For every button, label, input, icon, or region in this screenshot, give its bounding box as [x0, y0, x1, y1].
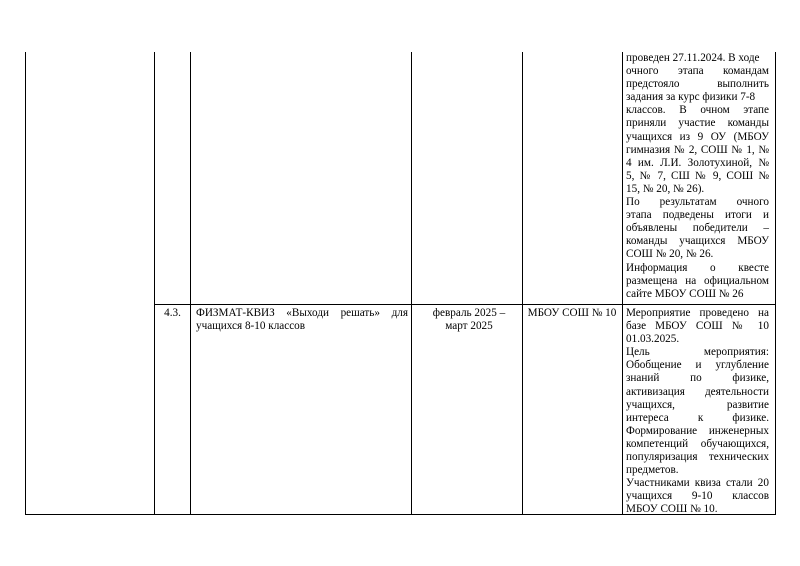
text-line: 4 им. Л.И. Золотухиной, № [626, 156, 769, 169]
text-line: учащихся, развитие [626, 398, 769, 411]
text-line: команды учащихся МБОУ [626, 235, 769, 248]
text-line: объявлены победители – [626, 222, 769, 235]
text-line: Цель мероприятия: [626, 346, 769, 359]
text-line: МБОУ СОШ № 10. [626, 503, 718, 516]
text-line: базе МБОУ СОШ № 10 [626, 320, 769, 333]
table-cell-result [626, 307, 769, 517]
text-line: 01.03.2025. [626, 333, 680, 346]
text-line: учащихся 9-10 классов [626, 490, 769, 503]
text-line: учащихся из 9 ОУ (МБОУ [626, 130, 769, 143]
table-border-right [775, 52, 776, 514]
text-line: 5, № 7, СШ № 9, СОШ № [626, 169, 769, 182]
text-line: приняли участие команды [626, 117, 769, 130]
text-line: СОШ № 20, № 26. [626, 248, 714, 261]
text-line: этапа подведены итоги и [626, 209, 769, 222]
table-cell-dates [416, 307, 522, 333]
text-line: По результатам очного [626, 196, 769, 209]
text-line: популяризация технических [626, 451, 769, 464]
table-cell-event-title [196, 307, 408, 333]
text-line: Участниками квиза стали 20 [626, 477, 769, 490]
table-border-left [25, 52, 26, 514]
column-divider [522, 52, 523, 514]
text-line: предметов. [626, 464, 679, 477]
text-line: сайте МБОУ СОШ № 26 [626, 287, 744, 300]
text-line: активизация деятельности [626, 385, 769, 398]
column-divider [622, 52, 623, 514]
text-line: гимназия № 2, СОШ № 1, № [626, 143, 769, 156]
row-divider [154, 304, 776, 305]
text-line: очного этапа командам [626, 65, 769, 78]
column-divider [154, 52, 155, 514]
text-line: март 2025 [445, 320, 493, 333]
table-cell-number: 4.3. [164, 307, 181, 319]
text-line: размещена на официальном [626, 274, 769, 287]
text-line: Мероприятие проведено на [626, 307, 769, 319]
text-line: предстояло выполнить [626, 78, 769, 91]
text-line: знаний по физике, [626, 372, 769, 385]
text-line: проведен 27.11.2024. В ходе [626, 52, 760, 64]
text-line: Обобщение и углубление [626, 359, 769, 372]
text-line: компетенций обучающихся, [626, 437, 769, 450]
column-divider [190, 52, 191, 514]
table-cell-result-prev [626, 52, 769, 301]
text-line: задания за курс физики 7-8 [626, 91, 756, 104]
text-line: учащихся 8-10 классов [196, 320, 306, 333]
text-line: Формирование инженерных [626, 424, 769, 437]
text-line: 15, № 20, № 26). [626, 182, 705, 195]
text-line: интереса к физике. [626, 411, 769, 424]
column-divider [411, 52, 412, 514]
text-line: Информация о квесте [626, 261, 769, 274]
text-line: февраль 2025 – [432, 307, 506, 319]
table-cell-organizer: МБОУ СОШ № 10 [527, 307, 617, 319]
text-line: классов. В очном этапе [626, 104, 769, 117]
text-line: ФИЗМАТ-КВИЗ «Выходи решать» для [196, 307, 408, 319]
